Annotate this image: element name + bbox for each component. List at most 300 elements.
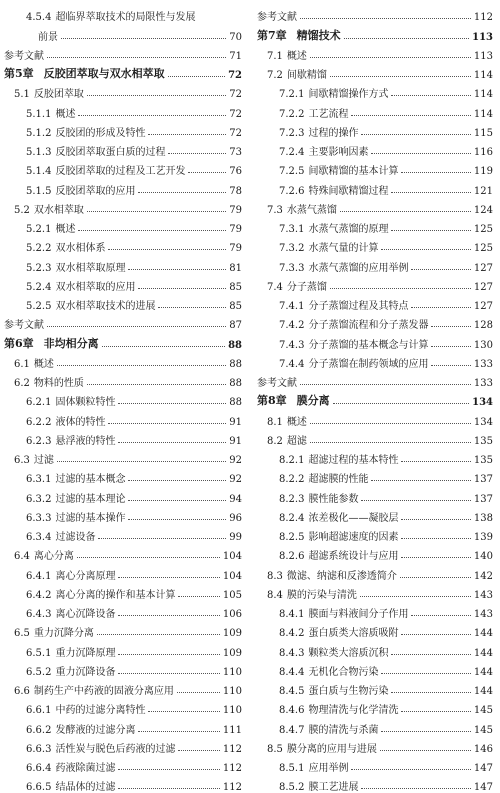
toc-entry-page: 147: [473, 763, 493, 774]
dot-leader: [108, 423, 226, 424]
toc-entry: [4, 408, 242, 427]
toc-entry-page: 78: [229, 185, 242, 197]
toc-entry-page: 110: [222, 705, 242, 717]
dot-leader: [381, 673, 470, 674]
toc-entry-number: 5.2.3: [26, 262, 52, 274]
toc-entry: [4, 562, 242, 581]
toc-entry-number: 7.2.1: [279, 89, 305, 101]
toc-entry: [4, 716, 242, 735]
toc-entry: [257, 774, 493, 793]
toc-entry-number: 7.3.3: [279, 262, 305, 274]
toc-chapter-entry: [4, 331, 242, 350]
toc-entry-number: 7.2: [267, 70, 283, 81]
toc-entry: [4, 428, 242, 447]
toc-column-right: [257, 4, 493, 793]
dot-leader: [310, 423, 471, 424]
toc-entry: [257, 505, 493, 524]
toc-entry-page: 91: [229, 416, 242, 428]
toc-entry-number: 6.4.2: [26, 589, 52, 601]
toc-entry-number: 8.5: [267, 743, 283, 755]
toc-entry-page: 113: [473, 50, 493, 62]
toc-entry-title: 水蒸气蒸馏的原理: [308, 224, 389, 235]
toc-entry: [4, 216, 242, 235]
toc-entry-page: 145: [473, 724, 493, 736]
toc-entry-page: 145: [473, 705, 493, 717]
toc-entry-title: 过滤的基本概念: [55, 474, 126, 486]
toc-entry-title: 物理清洗与化学清洗: [308, 705, 399, 717]
toc-entry: [4, 543, 242, 562]
toc-entry-number: 7.3: [267, 204, 283, 216]
toc-entry-number: 6.3: [14, 455, 30, 466]
toc-entry-title: 离心分离的操作和基本计算: [55, 589, 176, 601]
toc-entry-title: 非均相分离: [43, 336, 99, 350]
dot-leader: [138, 731, 219, 732]
toc-entry-page: 114: [473, 89, 493, 101]
toc-entry: [257, 139, 493, 158]
toc-entry: [257, 620, 493, 639]
toc-entry-title: 发酵液的过滤分离: [55, 724, 136, 736]
toc-reference-entry: [4, 312, 242, 331]
toc-entry: [257, 100, 493, 119]
dot-leader: [310, 442, 471, 443]
toc-entry-page: 72: [229, 89, 242, 101]
toc-entry-page: 125: [473, 243, 493, 255]
toc-entry-title: 应用举例: [308, 763, 349, 774]
toc-entry-title: 中药的过滤分离特性: [55, 705, 146, 717]
toc-entry-title: 活性炭与脱色后药液的过滤: [55, 743, 176, 755]
dot-leader: [361, 788, 470, 789]
toc-entry: [257, 447, 493, 466]
toc-entry: [4, 158, 242, 177]
toc-entry-title: 概述: [286, 416, 307, 428]
toc-entry-number: 6.6: [14, 686, 30, 697]
dot-leader: [401, 519, 470, 520]
toc-entry-number: 8.2.1: [279, 455, 305, 466]
toc-entry-number: 7.2.6: [279, 185, 305, 197]
toc-entry-number: 6.5: [14, 628, 30, 640]
toc-entry-number: 8.2.6: [279, 551, 305, 563]
toc-entry-title: 特殊间歇精馏过程: [308, 185, 389, 197]
toc-entry-number: 第8章: [257, 394, 287, 408]
toc-entry-number: 7.2.5: [279, 166, 305, 178]
toc-entry-page: 114: [473, 70, 493, 81]
dot-leader: [391, 692, 470, 693]
dot-leader: [411, 307, 470, 308]
toc-entry-page: 92: [229, 474, 242, 486]
dot-leader: [391, 192, 470, 193]
toc-entry-title: 膜的污染与清洗: [286, 589, 357, 601]
toc-entry-title: 膜性能参数: [308, 493, 359, 505]
toc-entry-number: 6.4: [14, 551, 30, 563]
dot-leader: [431, 365, 470, 366]
toc-entry-number: 7.3.1: [279, 224, 305, 235]
toc-entry-number: 6.2.1: [26, 397, 52, 409]
toc-entry: [4, 139, 242, 158]
toc-entry: [257, 158, 493, 177]
toc-entry-page: 144: [473, 666, 493, 678]
toc-entry-number: 8.2.2: [279, 474, 305, 486]
toc-entry-number: 7.4.4: [279, 358, 305, 370]
toc-entry-number: 5.1.4: [26, 166, 52, 178]
dot-leader: [400, 577, 471, 578]
toc-entry-title: 过程的操作: [308, 127, 359, 139]
toc-entry: [4, 755, 242, 774]
toc-entry-title: 反胶团萃取的过程及工艺开发: [55, 166, 186, 178]
toc-entry-number: 8.4.4: [279, 666, 305, 678]
toc-entry: [257, 428, 493, 447]
toc-entry-page: 88: [229, 378, 242, 389]
dot-leader: [401, 711, 470, 712]
dot-leader: [148, 134, 226, 135]
dot-leader: [118, 788, 219, 789]
toc-entry-title: 悬浮液的特性: [55, 435, 116, 447]
toc-entry: [257, 485, 493, 504]
toc-entry-number: 6.2.2: [26, 416, 52, 428]
toc-entry-number: 5.2.4: [26, 281, 52, 293]
toc-entry: [4, 582, 242, 601]
dot-leader: [138, 192, 226, 193]
toc-entry-title: 蛋白质类大溶质吸附: [308, 628, 399, 640]
dot-leader: [431, 326, 470, 327]
toc-entry: [257, 408, 493, 427]
toc-entry: [257, 716, 493, 735]
toc-entry-title: 双水相萃取: [33, 204, 84, 216]
dot-leader: [333, 403, 469, 404]
toc-entry-title: 离心分离: [33, 551, 74, 563]
toc-entry-number: 7.4.1: [279, 301, 305, 312]
toc-entry-title: 膜分离: [296, 394, 330, 408]
toc-entry-title: 主要影响因素: [308, 147, 369, 158]
toc-entry-title: 概述: [33, 358, 54, 370]
toc-entry-number: 6.3.3: [26, 512, 52, 524]
toc-entry-number: 6.2.3: [26, 435, 52, 447]
toc-entry: [4, 505, 242, 524]
toc-entry-number: 5.2: [14, 204, 30, 216]
toc-entry-number: 5.1.2: [26, 127, 52, 139]
toc-entry-number: 6.4.1: [26, 570, 52, 582]
dot-leader: [168, 153, 226, 154]
toc-entry: [257, 755, 493, 774]
dot-leader: [361, 134, 470, 135]
toc-entry-page: 139: [473, 532, 493, 543]
toc-entry-number: 8.4.7: [279, 724, 305, 736]
toc-entry-number: 5.1.3: [26, 147, 52, 158]
toc-entry-title: 双水相萃取的应用: [55, 281, 136, 293]
toc-entry-title: 概述: [286, 50, 307, 62]
toc-entry-number: 7.2.2: [279, 108, 305, 120]
toc-entry: [4, 23, 242, 42]
dot-leader: [98, 538, 226, 539]
dot-leader: [128, 480, 226, 481]
toc-entry-title: 膜工艺进展: [308, 782, 359, 793]
dot-leader: [47, 57, 226, 58]
toc-entry: [257, 659, 493, 678]
toc-entry: [257, 197, 493, 216]
toc-entry-title: 物料的性质: [33, 378, 84, 389]
toc-entry-number: 7.4: [267, 281, 283, 293]
toc-entry: [4, 639, 242, 658]
toc-entry: [4, 620, 242, 639]
toc-entry-number: 8.3: [267, 570, 283, 582]
toc-entry-page: 79: [229, 243, 242, 255]
toc-entry-title: 固体颗粒特性: [55, 397, 116, 409]
toc-entry-number: 5.1.5: [26, 185, 52, 197]
toc-entry-page: 85: [229, 301, 242, 312]
toc-entry: [4, 601, 242, 620]
toc-entry-title: 分子蒸馏: [286, 281, 327, 293]
toc-entry-page: 79: [229, 204, 242, 216]
toc-entry: [4, 485, 242, 504]
toc-entry-title: 反胶团萃取蛋白质的过程: [55, 147, 166, 158]
toc-entry-title: 重力沉降设备: [55, 666, 116, 678]
toc-entry-page: 106: [222, 609, 242, 620]
toc-entry-number: 6.5.2: [26, 666, 52, 678]
toc-entry-title: 膜的清洗与杀菌: [308, 724, 379, 736]
toc-entry: [257, 736, 493, 755]
dot-leader: [361, 500, 470, 501]
toc-entry-number: 6.6.2: [26, 724, 52, 736]
toc-reference-entry: [4, 43, 242, 62]
dot-leader: [128, 269, 226, 270]
toc-entry-number: 8.5.2: [279, 782, 305, 793]
toc-entry-page: 133: [473, 378, 493, 389]
toc-entry: [257, 274, 493, 293]
dot-leader: [380, 750, 471, 751]
dot-leader: [411, 269, 470, 270]
toc-entry-page: 119: [473, 166, 493, 178]
toc-entry-page: 94: [229, 493, 242, 505]
dot-leader: [188, 172, 226, 173]
toc-entry-page: 130: [473, 339, 493, 351]
toc-entry-number: 8.2: [267, 435, 283, 447]
toc-entry: [4, 524, 242, 543]
toc-entry: [257, 543, 493, 562]
dot-leader: [178, 750, 219, 751]
toc-chapter-entry: [257, 23, 493, 42]
toc-entry-page: 92: [229, 455, 242, 466]
toc-entry-number: 第5章: [4, 67, 34, 80]
toc-entry-number: 8.4.3: [279, 647, 305, 659]
toc-entry: [257, 62, 493, 81]
toc-entry: [4, 370, 242, 389]
toc-entry-page: 143: [473, 609, 493, 620]
toc-entry-page: 88: [228, 339, 242, 351]
toc-entry-title: 间歇精馏的基本计算: [308, 166, 399, 178]
toc-entry-title: 超滤膜的性能: [308, 474, 369, 486]
toc-entry: [257, 254, 493, 273]
toc-entry-page: 73: [229, 147, 242, 158]
dot-leader: [118, 673, 219, 674]
toc-entry-page: 81: [229, 262, 242, 274]
toc-entry-number: 7.1: [267, 50, 283, 62]
toc-reference-entry: [257, 4, 493, 23]
toc-entry-number: 8.4: [267, 589, 283, 601]
dot-leader: [78, 230, 226, 231]
toc-entry-page: 144: [473, 686, 493, 697]
dot-leader: [87, 211, 226, 212]
dot-leader: [168, 76, 225, 77]
dot-leader: [128, 500, 226, 501]
toc-entry-number: 5.1: [14, 89, 30, 101]
toc-entry-page: 109: [222, 647, 242, 659]
toc-entry-number: 第7章: [257, 28, 287, 42]
toc-entry: [4, 697, 242, 716]
toc-entry-page: 72: [229, 108, 242, 120]
toc-entry-title: 分子蒸馏在制药领域的应用: [308, 358, 429, 370]
dot-leader: [97, 634, 220, 635]
toc-entry-number: 8.1: [267, 416, 283, 428]
toc-entry-number: 第6章: [4, 336, 34, 350]
toc-reference-entry: [257, 370, 493, 389]
toc-entry-page: 144: [473, 628, 493, 640]
toc-entry-page: 104: [222, 551, 242, 563]
toc-entry-title: 分子蒸馏的基本概念与计算: [308, 339, 429, 351]
toc-entry-title: 离心分离原理: [55, 570, 116, 582]
dot-leader: [128, 519, 226, 520]
toc-entry-number: 8.2.5: [279, 532, 305, 543]
dot-leader: [371, 480, 470, 481]
toc-entry-number: 8.2.4: [279, 512, 305, 524]
toc-entry-title: 超临界萃取技术的局限性与发展: [55, 12, 196, 24]
toc-entry-page: 96: [229, 512, 242, 524]
toc-entry-page: 127: [473, 281, 493, 293]
toc-entry-title: 精馏技术: [296, 28, 341, 42]
dot-leader: [300, 384, 471, 385]
toc-entry-title: 分子蒸馏过程及其特点: [308, 301, 409, 312]
toc-entry-page: 99: [229, 532, 242, 543]
toc-entry-title: 双水相萃取原理: [55, 262, 126, 274]
toc-entry-title: 微滤、纳滤和反渗透简介: [286, 570, 397, 582]
toc-entry-page: 127: [473, 262, 493, 274]
toc-entry: [4, 177, 242, 196]
toc-entry-title: 药液除菌过滤: [55, 763, 116, 774]
toc-entry-page: 72: [228, 70, 242, 81]
dot-leader: [360, 596, 471, 597]
dot-leader: [87, 95, 226, 96]
toc-entry-title: 参考文献: [4, 50, 44, 62]
toc-entry: [257, 678, 493, 697]
toc-entry-number: 6.3.1: [26, 474, 52, 486]
dot-leader: [87, 384, 226, 385]
toc-entry-page: 76: [229, 166, 242, 178]
toc-entry-page: 71: [229, 50, 242, 62]
toc-entry: [4, 197, 242, 216]
dot-leader: [148, 711, 219, 712]
toc-entry-title: 过滤的基本操作: [55, 512, 126, 524]
toc-entry-title: 概述: [55, 224, 76, 235]
toc-entry-page: 72: [229, 127, 242, 139]
toc-entry-title: 反胶团萃取与双水相萃取: [43, 67, 165, 80]
dot-leader: [381, 731, 470, 732]
toc-entry-number: 8.4.6: [279, 705, 305, 717]
dot-leader: [401, 557, 470, 558]
dot-leader: [351, 115, 470, 116]
dot-leader: [57, 461, 226, 462]
toc-entry: [4, 235, 242, 254]
dot-leader: [401, 172, 470, 173]
toc-entry-number: 5.2.1: [26, 224, 52, 235]
toc-entry-title: 膜分离的应用与进展: [286, 743, 377, 755]
toc-entry-page: 137: [473, 493, 493, 505]
toc-entry-number: 6.6.4: [26, 763, 52, 774]
toc-entry-page: 105: [222, 589, 242, 601]
toc-entry: [4, 351, 242, 370]
dot-leader: [391, 230, 470, 231]
dot-leader: [344, 38, 469, 39]
toc-entry: [4, 81, 242, 100]
toc-entry-page: 134: [472, 397, 493, 409]
toc-entry: [257, 601, 493, 620]
toc-entry-number: 4.5.4: [26, 12, 52, 24]
dot-leader: [330, 288, 471, 289]
toc-chapter-entry: [257, 389, 493, 408]
toc-entry-title: 过滤设备: [55, 532, 96, 543]
toc-entry: [257, 697, 493, 716]
dot-leader: [401, 538, 470, 539]
toc-entry-number: 6.4.3: [26, 609, 52, 620]
dot-leader: [381, 249, 470, 250]
dot-leader: [340, 211, 471, 212]
dot-leader: [118, 442, 226, 443]
toc-entry-title: 超滤: [286, 435, 307, 447]
toc-entry-number: 8.4.5: [279, 686, 305, 697]
toc-entry-page: 110: [222, 666, 242, 678]
toc-entry: [257, 235, 493, 254]
toc-entry-page: 135: [473, 435, 493, 447]
toc-entry-title: 重力沉降原理: [55, 647, 116, 659]
dot-leader: [102, 346, 225, 347]
toc-entry-number: 6.3.4: [26, 532, 52, 543]
toc-entry: [4, 678, 242, 697]
toc-entry-title: 颗粒类大溶质沉积: [308, 647, 389, 659]
toc-entry-title: 离心沉降设备: [55, 609, 116, 620]
dot-leader: [431, 346, 470, 347]
toc-entry: [257, 293, 493, 312]
dot-leader: [138, 288, 226, 289]
toc-entry-page: 127: [473, 301, 493, 312]
toc-entry-page: 144: [473, 647, 493, 659]
dot-leader: [118, 769, 219, 770]
toc-entry-page: 138: [473, 512, 493, 524]
toc-chapter-entry: [4, 62, 242, 81]
toc-entry-number: 5.1.1: [26, 108, 52, 120]
toc-entry-number: 7.3.2: [279, 243, 305, 255]
toc-entry-page: 88: [229, 358, 242, 370]
dot-leader: [61, 38, 226, 39]
dot-leader: [78, 115, 226, 116]
toc-entry-page: 142: [473, 570, 493, 582]
toc-entry-page: 121: [473, 185, 493, 197]
toc-entry-page: 91: [229, 435, 242, 447]
toc-entry-number: 8.5.1: [279, 763, 305, 774]
toc-entry-page: 143: [473, 589, 493, 601]
toc-entry-number: 5.2.2: [26, 243, 52, 255]
toc-entry-title: 反胶团萃取: [33, 89, 84, 101]
toc-entry-title: 蛋白质与生物污染: [308, 686, 389, 697]
toc-entry-title: 间歇精馏: [286, 70, 327, 81]
toc-entry: [4, 389, 242, 408]
toc-entry-page: 79: [229, 224, 242, 235]
dot-leader: [401, 634, 470, 635]
toc-entry-page: 112: [222, 743, 242, 755]
toc-entry-page: 125: [473, 224, 493, 235]
toc-entry: [257, 120, 493, 139]
toc-entry-title: 双水相萃取技术的进展: [55, 301, 156, 312]
dot-leader: [330, 76, 471, 77]
toc-entry: [257, 81, 493, 100]
toc-entry-page: 85: [229, 281, 242, 293]
dot-leader: [411, 615, 470, 616]
